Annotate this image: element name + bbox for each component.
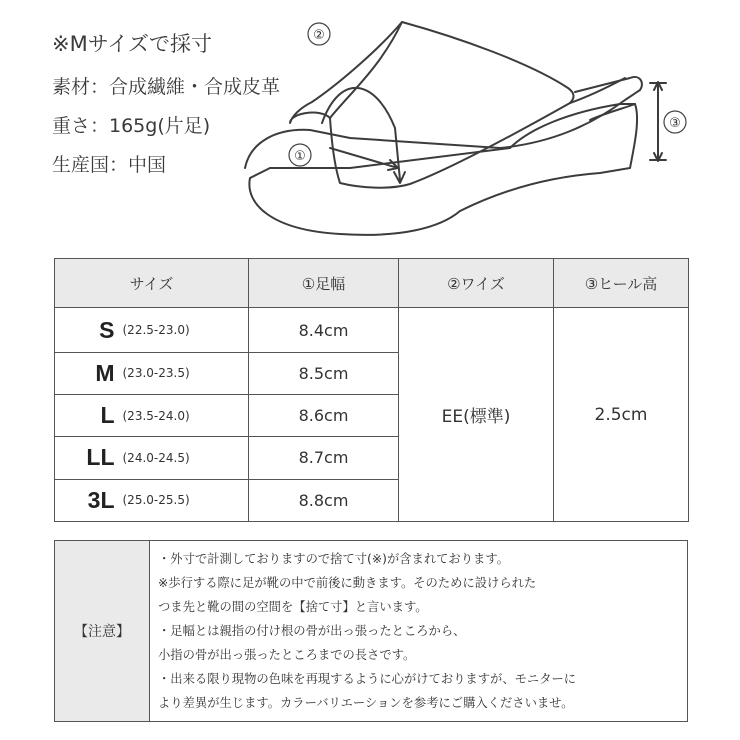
- note-line: 小指の骨が出っ張ったところまでの長さです。: [158, 648, 416, 662]
- size-cell: [55, 479, 249, 521]
- heel-height-cell: 2.5cm: [554, 308, 689, 522]
- marker-1: ①: [294, 149, 306, 164]
- note-line: より差異が生じます。カラーバリエーションを参考にご購入くださいませ。: [158, 696, 574, 710]
- header-size: サイズ: [55, 259, 249, 308]
- weight-text: 重さ：165g(片足): [52, 115, 211, 137]
- size-range: (23.5-24.0): [122, 408, 190, 423]
- notes-header: 【注意】: [55, 541, 150, 722]
- note-line: ・出来る限り現物の色味を再現するように心がけておりますが、モニターに: [158, 672, 577, 686]
- note-line: ※歩行する際に足が靴の中で前後に動きます。そのために設けられた: [158, 576, 537, 590]
- material-text: 素材：合成繊維・合成皮革: [52, 76, 281, 98]
- measure-line-1: [330, 148, 398, 168]
- size-table: [54, 258, 689, 522]
- size-label: LL: [86, 444, 115, 471]
- header-foot-width: ①足幅: [249, 259, 399, 308]
- header-wise: ②ワイズ: [399, 259, 554, 308]
- size-cell: [55, 437, 249, 479]
- foot-width-cell: 8.5cm: [249, 352, 399, 394]
- marker-3: ③: [669, 116, 681, 131]
- size-cell: [55, 352, 249, 394]
- sandal-illustration: [230, 8, 700, 248]
- size-range: (22.5-23.0): [122, 323, 190, 338]
- foot-width-cell: 8.8cm: [249, 479, 399, 521]
- origin-text: 生産国：中国: [52, 154, 167, 176]
- size-cell: [55, 395, 249, 437]
- wise-cell: EE(標準): [399, 308, 554, 522]
- note-line: ・足幅とは親指の付け根の骨が出っ張ったところから、: [158, 624, 466, 638]
- notes-table: [54, 540, 688, 722]
- size-range: (23.0-23.5): [122, 366, 190, 381]
- size-label: 3L: [87, 486, 115, 513]
- table-row: [55, 308, 689, 352]
- notes-body: [150, 541, 688, 722]
- size-range: (25.0-25.5): [122, 493, 190, 508]
- measurement-note: ※Mサイズで採寸: [52, 32, 213, 56]
- foot-width-cell: 8.6cm: [249, 395, 399, 437]
- foot-width-cell: 8.4cm: [249, 308, 399, 352]
- size-label: M: [95, 359, 115, 386]
- strap-edge: [330, 22, 402, 118]
- size-cell: [55, 308, 249, 352]
- strap-outline: [290, 22, 574, 188]
- size-label: L: [100, 402, 115, 429]
- size-range: (24.0-24.5): [122, 450, 190, 465]
- note-line: つま先と靴の間の空間を【捨て寸】と言います。: [158, 600, 428, 614]
- foot-width-cell: 8.7cm: [249, 437, 399, 479]
- header-heel-height: ③ヒール高: [554, 259, 689, 308]
- size-label: S: [99, 316, 115, 343]
- size-table-header: [55, 259, 689, 308]
- note-line: ・外寸で計測しておりますので捨て寸(※)が含まれております。: [158, 552, 509, 566]
- marker-2: ②: [313, 28, 325, 43]
